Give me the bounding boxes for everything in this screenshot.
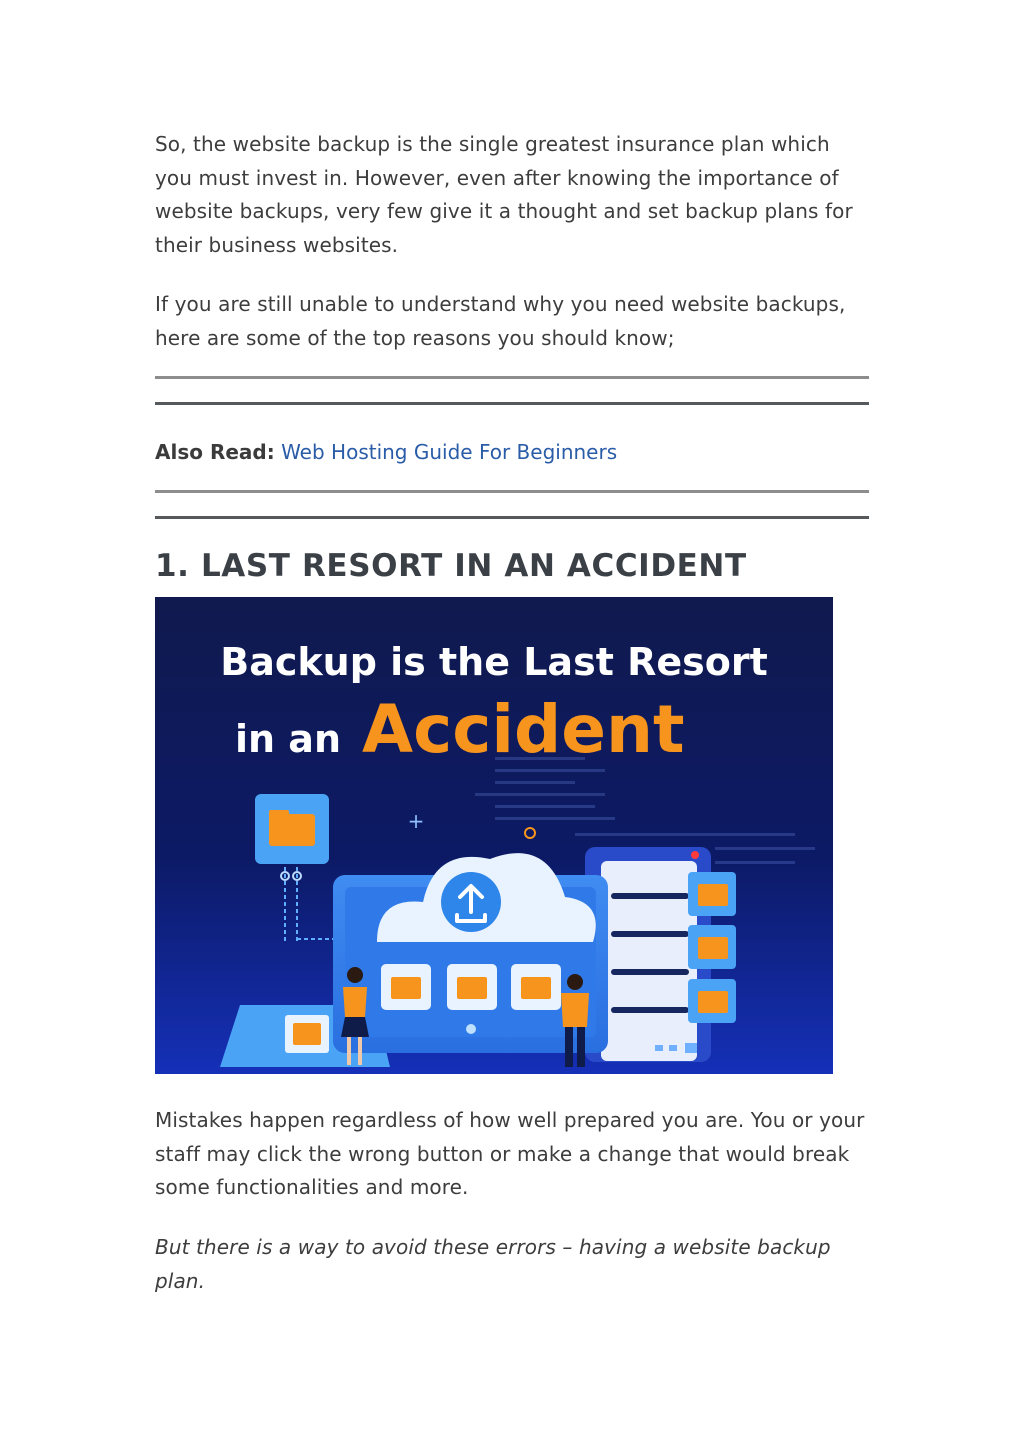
solution-paragraph: But there is a way to avoid these errors – having a website backup plan. [155, 1235, 831, 1293]
hero-title-accent: Accident [362, 691, 685, 768]
server-folders [688, 872, 736, 1023]
also-read-link[interactable]: Web Hosting Guide For Beginners [281, 440, 618, 464]
divider [155, 402, 869, 405]
hero-illustration [155, 597, 833, 1074]
screen-folders [381, 964, 561, 1010]
hero-title-prefix: in an [235, 717, 342, 761]
also-read-label: Also Read: [155, 440, 275, 464]
divider [155, 516, 869, 519]
mistakes-paragraph: Mistakes happen regardless of how well prepared you are. You or your staff may click the wrong button or make a change that would break some functionalities and more. [155, 1108, 865, 1199]
also-read-line [155, 436, 617, 469]
reasons-lead-paragraph: If you are still unable to understand why you need website backups, here are some of the top reasons you should know; [155, 292, 846, 350]
divider [155, 490, 869, 493]
folder-icon [269, 814, 315, 846]
svg-text:+: + [407, 809, 425, 833]
section-heading: 1. LAST RESORT IN AN ACCIDENT [155, 548, 747, 584]
divider [155, 376, 869, 379]
hero-title-line1: Backup is the Last Resort [220, 640, 768, 684]
intro-paragraph: So, the website backup is the single greatest insurance plan which you must invest in. However, even after knowing the importance of website backups, very few give it a thought and set backup plans for their business websites. [155, 132, 853, 257]
